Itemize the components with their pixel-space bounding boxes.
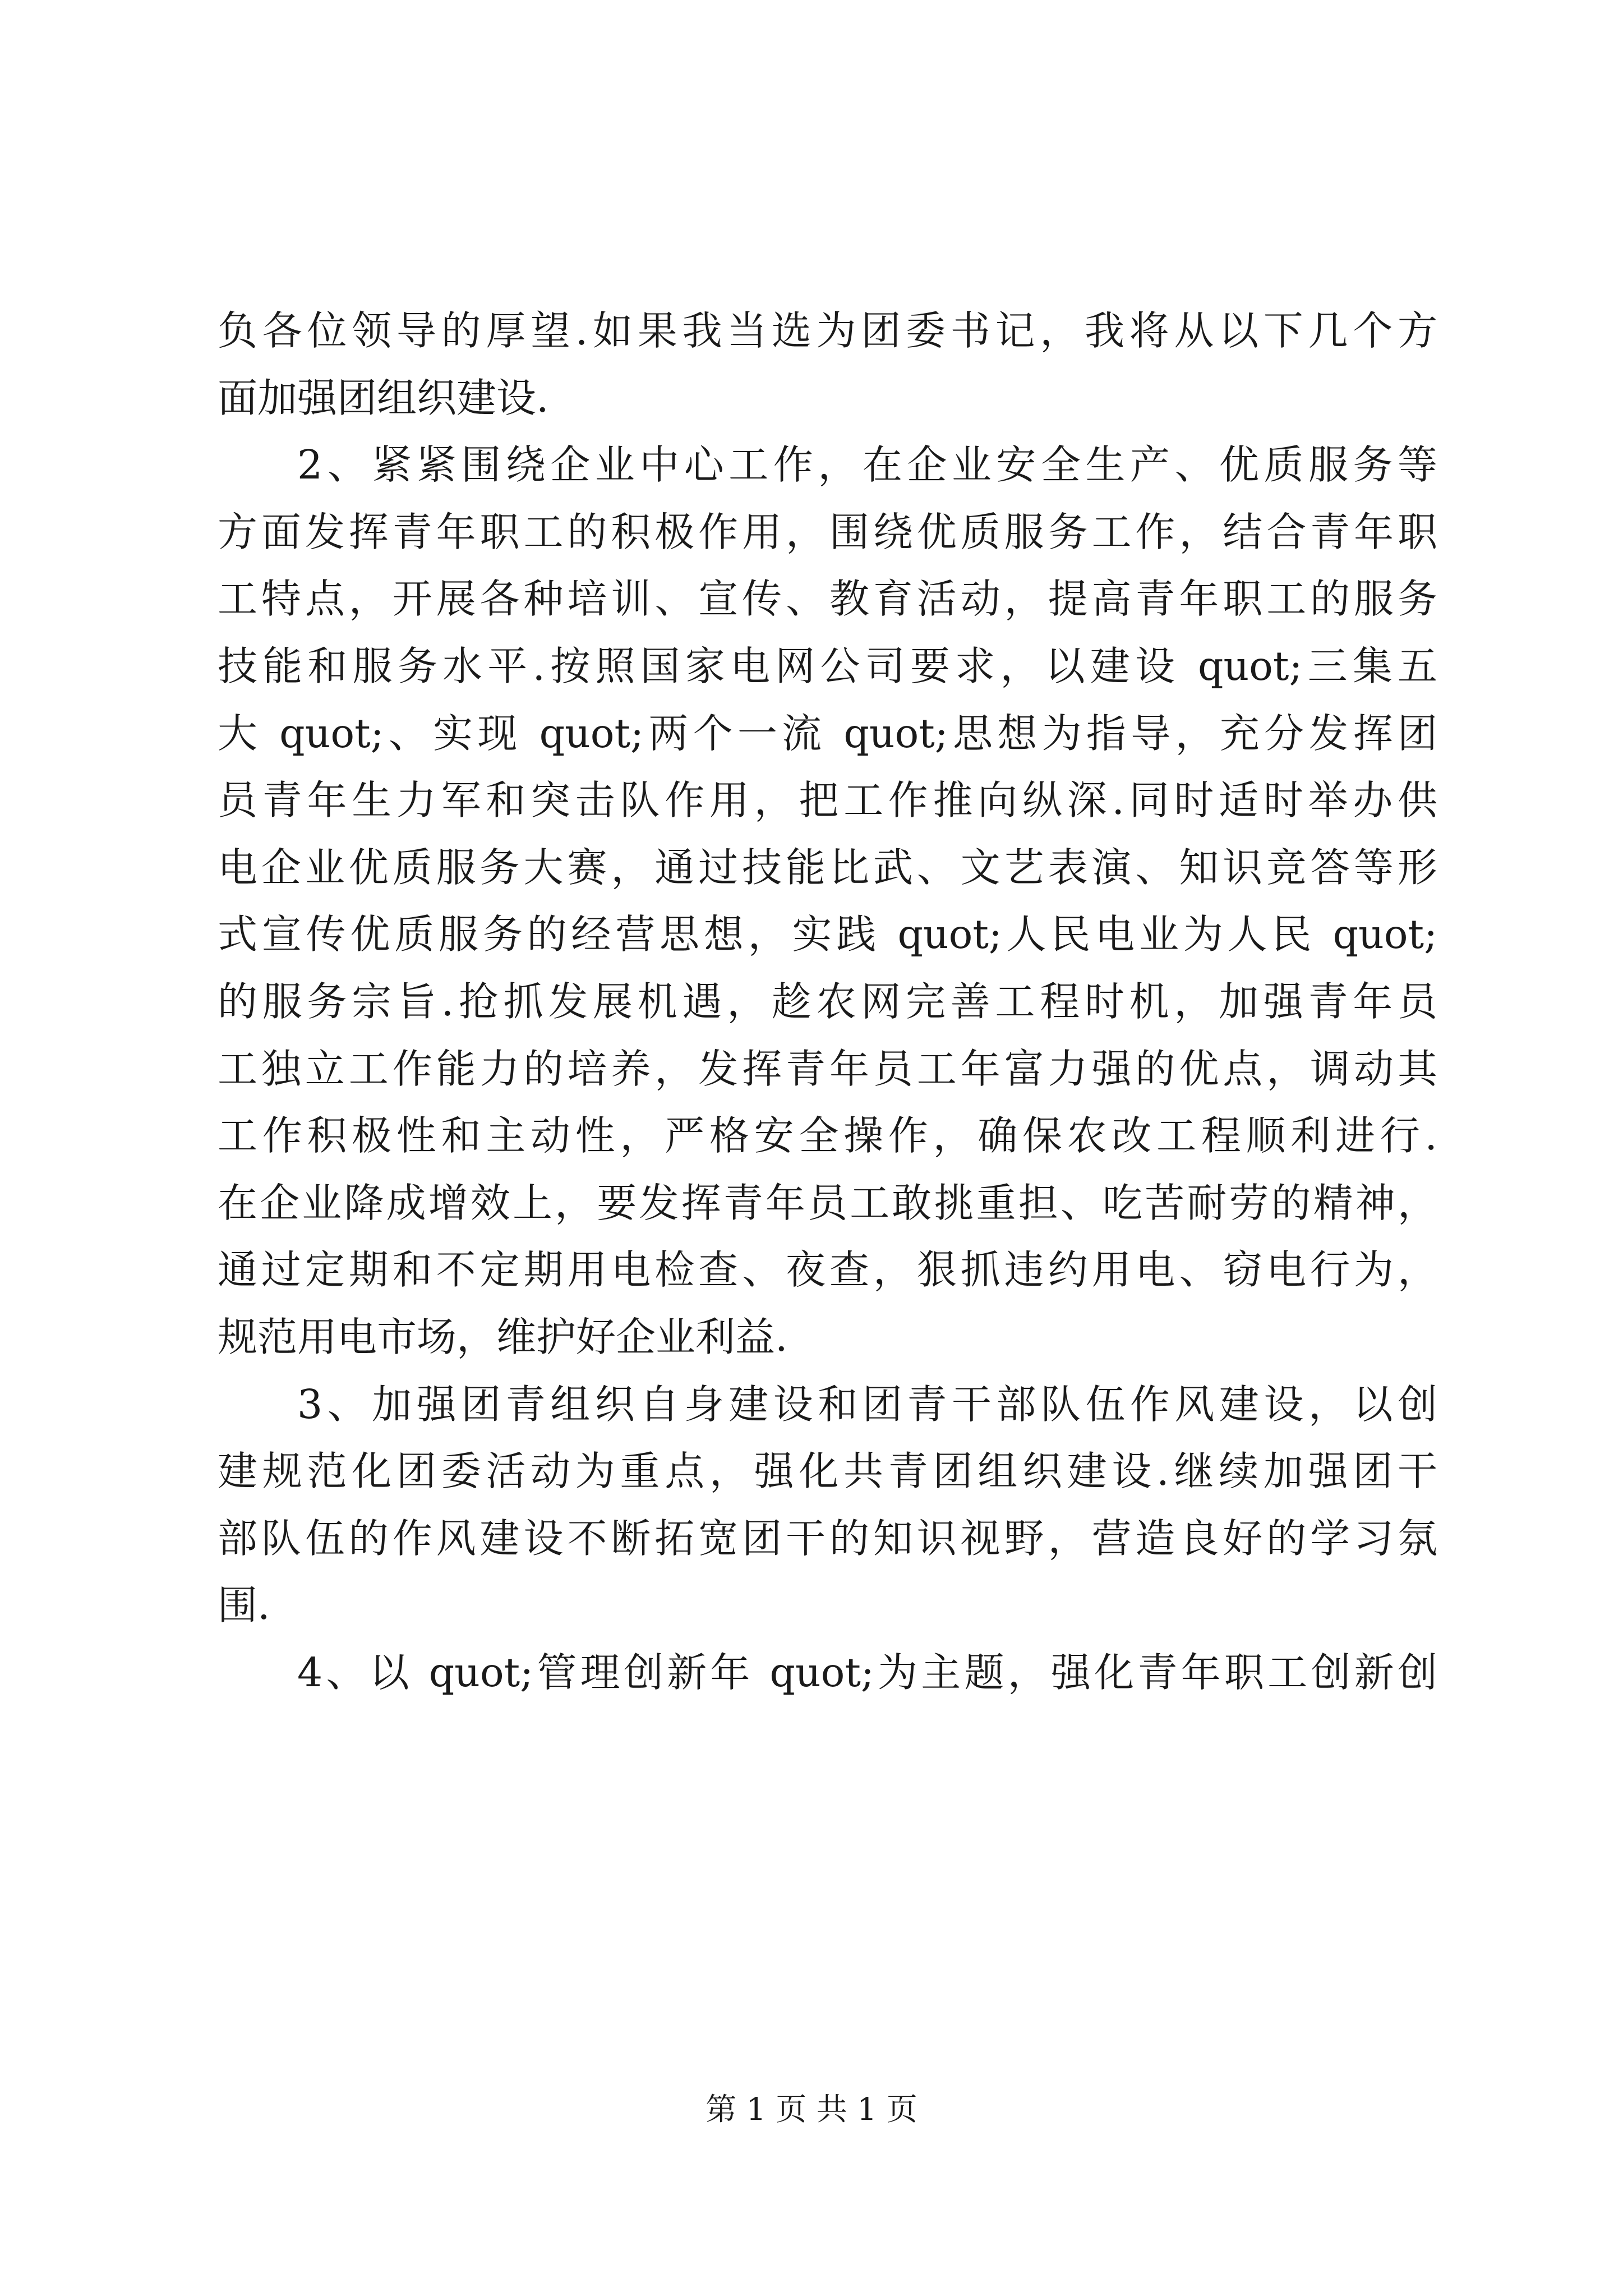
page-footer: 第 1 页 共 1 页 [706, 2091, 917, 2127]
text-line: 工独立工作能力的培养，发挥青年员工年富力强的优点，调动其 [218, 1045, 1437, 1092]
text-line: 工作积极性和主动性，严格安全操作，确保农改工程顺利进行. [218, 1112, 1437, 1159]
document-body [218, 297, 1437, 1706]
text-line: 电企业优质服务大赛，通过技能比武、文艺表演、知识竞答等形 [218, 844, 1437, 891]
text-line: 负各位领导的厚望.如果我当选为团委书记，我将从以下几个方 [218, 307, 1437, 354]
text-line: 员青年生力军和突击队作用，把工作推向纵深.同时适时举办供 [218, 777, 1437, 824]
text-line: 方面发挥青年职工的积极作用，围绕优质服务工作，结合青年职 [218, 508, 1437, 555]
text-line: 大 quot;、实现 quot;两个一流 quot;思想为指导，充分发挥团 [218, 710, 1437, 757]
text-line: 围. [218, 1582, 270, 1629]
text-line: 通过定期和不定期用电检查、夜查，狠抓违约用电、窃电行为， [218, 1246, 1437, 1294]
text-line: 部队伍的作风建设不断拓宽团干的知识视野，营造良好的学习氛 [218, 1515, 1437, 1562]
text-line: 规范用电市场，维护好企业利益. [218, 1313, 788, 1360]
text-line: 面加强团组织建设. [218, 374, 549, 421]
text-line: 2、紧紧围绕企业中心工作，在企业安全生产、优质服务等 [297, 441, 1437, 489]
text-line: 在企业降成增效上，要发挥青年员工敢挑重担、吃苦耐劳的精神， [218, 1179, 1437, 1226]
text-line: 3、加强团青组织自身建设和团青干部队伍作风建设，以创 [297, 1381, 1437, 1428]
text-line: 建规范化团委活动为重点，强化共青团组织建设.继续加强团干 [218, 1448, 1437, 1495]
text-line: 技能和服务水平.按照国家电网公司要求，以建设 quot;三集五 [218, 642, 1437, 689]
text-line: 的服务宗旨.抢抓发展机遇，趁农网完善工程时机，加强青年员 [218, 978, 1437, 1025]
text-line: 式宣传优质服务的经营思想，实践 quot;人民电业为人民 quot; [218, 911, 1437, 958]
text-line: 工特点，开展各种培训、宣传、教育活动，提高青年职工的服务 [218, 576, 1437, 623]
text-line: 4、以 quot;管理创新年 quot;为主题，强化青年职工创新创 [297, 1649, 1437, 1696]
